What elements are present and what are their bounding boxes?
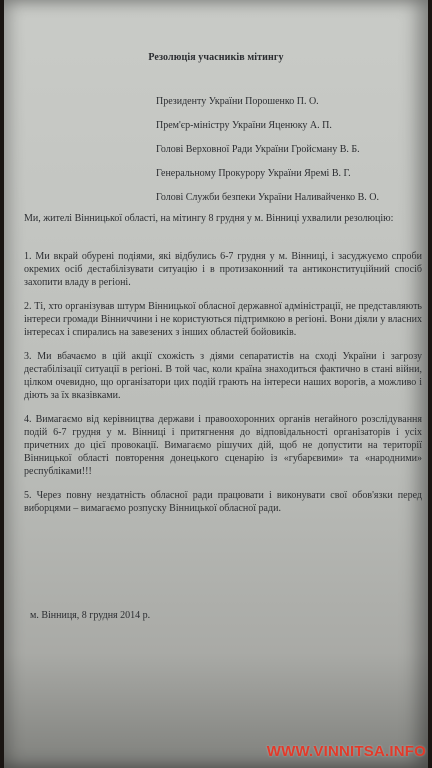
site-watermark: WWW.VINNITSA.INFO xyxy=(266,743,426,760)
addressee-president: Президенту України Порошенко П. О. xyxy=(156,96,319,107)
addressee-prime-minister: Прем'єр-міністру України Яценюку А. П. xyxy=(156,120,332,131)
addressee-prosecutor: Генеральному Прокурору України Яремі В. Г. xyxy=(156,168,351,179)
resolution-item-3: 3. Ми вбачаємо в цій акції схожість з діями сепаратистів на сході України і загрозу дестабілізації ситуації в регіоні. В той час, коли країна знаходиться фактично в стані війни, цілком очевидно, що організатори цих подій грають на інтереси наших ворогів, а можливо і діють за їх вказівками. xyxy=(24,351,422,401)
resolution-item-2: 2. Ті, хто організував штурм Вінницької обласної державної адміністрації, не представляють інтереси громади Вінниччини і не користуються підтримкою в регіоні. Вони діяли у власних інтересах і спирались на завезених з інших областей бойовиків. xyxy=(24,301,422,338)
document-sheet xyxy=(4,0,428,768)
document-title: Резолюція учасників мітингу xyxy=(148,52,284,63)
resolution-item-1: 1. Ми вкрай обурені подіями, які відбулись 6-7 грудня у м. Вінниці, і засуджуємо спроби окремих осіб дестабілізувати ситуацію і в протизаконний та антиконституційний спосіб захопити владу в регіоні. xyxy=(24,251,422,288)
intro-paragraph: Ми, жителі Вінницької області, на мітингу 8 грудня у м. Вінниці ухвалили резолюцію: xyxy=(24,213,394,224)
addressee-sbu-head: Голові Служби безпеки України Наливайченко В. О. xyxy=(156,192,379,203)
place-date: м. Вінниця, 8 грудня 2014 р. xyxy=(30,610,151,621)
addressee-rada-head: Голові Верховної Ради України Гройсману В. Б. xyxy=(156,144,360,155)
resolution-items xyxy=(24,250,422,526)
addressee-list xyxy=(156,96,426,216)
resolution-item-4: 4. Вимагаємо від керівництва держави і правоохоронних органів негайного розслідування подій 6-7 грудня у м. Вінниці і притягнення до відповідальності організаторів і усіх причетних до цієї провокації. Вимагаємо рішучих дій, щоб не допустити на території Вінницької області повторення донецького сценарію із «губарєвими» та «народними» республіками!!! xyxy=(24,414,422,477)
resolution-item-5: 5. Через повну нездатність обласної ради працювати і виконувати свої обов'язки перед виборцями – вимагаємо розпуску Вінницької обласної ради. xyxy=(24,490,422,514)
